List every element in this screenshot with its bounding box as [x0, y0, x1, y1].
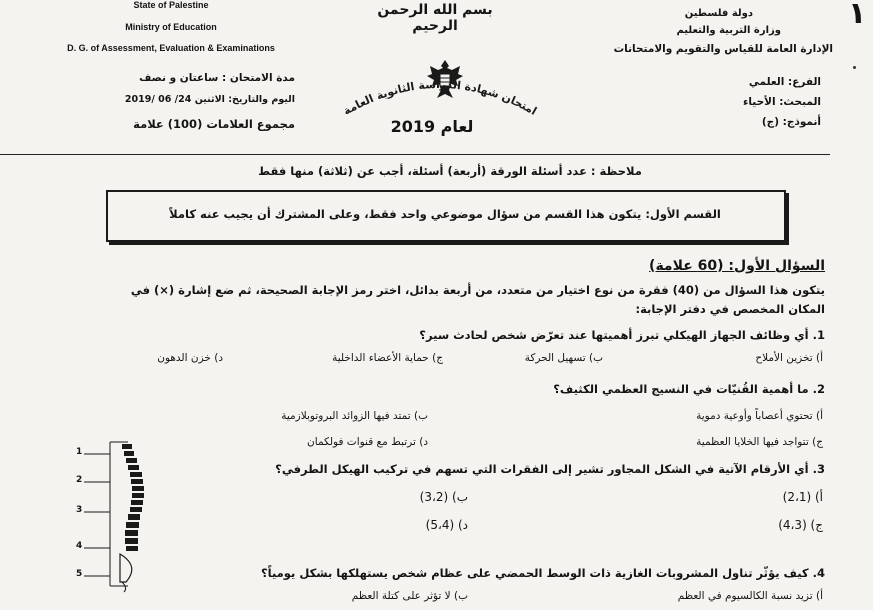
figure-label-2: 2	[76, 475, 83, 485]
item2-option-a: أ) تحتوي أعصاباً وأوعية دموية	[696, 410, 823, 422]
question-one-title: السؤال الأول: (60 علامة)	[649, 258, 825, 274]
margin-dot	[853, 66, 856, 69]
item3-option-c: ج) (4،3)	[778, 518, 823, 532]
model-label: أنموذج: (ج)	[761, 116, 821, 128]
item2-option-b: ب) تمتد فيها الزوائد البروتوبلازمية	[281, 410, 428, 422]
vertebral-column-figure	[70, 436, 170, 596]
item1-question: 1. أي وظائف الجهاز الهيكلي تبرز أهميتها عند تعرّض شخص لحادث سير؟	[419, 328, 825, 342]
header-ar-line1: دولة فلسطين	[684, 8, 753, 19]
note-line: ملاحظة : عدد أسئلة الورقة (أربعة) أسئلة، أجب عن (ثلاثة) منها فقط	[258, 164, 642, 178]
instructions-line2: المكان المخصص في دفتر الإجابة:	[635, 302, 825, 316]
exam-year: لعام 2019	[390, 117, 474, 136]
figure-label-1: 1	[76, 447, 83, 457]
item3-question: 3. أي الأرقام الآتية في الشكل المجاور تشير إلى الفقرات التي تسهم في تركيب الهيكل الطرفي؟	[275, 462, 825, 476]
duration-label: مدة الامتحان : ساعتان و نصف	[139, 72, 295, 84]
figure-label-4: 4	[76, 541, 83, 551]
section-one-text: القسم الأول: يتكون هذا القسم من سؤال موضوعي واحد فقط، وعلى المشترك أن يجيب عنه كاملاً	[169, 207, 721, 221]
exam-name-curved-text: امتحان شهادة الدراسة الثانوية العامة	[341, 77, 539, 118]
figure-label-5: 5	[76, 569, 83, 579]
header-ar-line3: الإدارة العامة للقياس والتقويم والامتحانات	[613, 43, 833, 55]
header-en-line3: D. G. of Assessment, Evaluation & Examinations	[67, 43, 275, 53]
instructions-line1: يتكون هذا السؤال من (40) فقرة من نوع اختيار من متعدد، من أربعة بدائل، اختر رمز الإجابة الصحيحة، ثم ضع إشارة (×) في	[130, 283, 825, 297]
item1-option-c: ج) حماية الأعضاء الداخلية	[332, 352, 443, 364]
item1-option-a: أ) تخزين الأملاح	[755, 352, 823, 364]
header-en-line2: Ministry of Education	[125, 22, 217, 32]
item3-option-a: أ) (2،1)	[782, 490, 823, 504]
total-marks-label: مجموع العلامات (100) علامة	[133, 117, 295, 131]
header-divider	[0, 154, 830, 155]
date-label: اليوم والتاريخ: الاثنين 24/ 06 /2019	[124, 94, 295, 105]
subject-label: المبحث: الأحياء	[743, 96, 821, 108]
header-en-line1: State of Palestine	[133, 0, 209, 10]
item4-option-b: ب) لا تؤثر على كتلة العظم	[351, 590, 468, 602]
spine-vertebrae	[122, 444, 144, 551]
item2-option-d: د) ترتبط مع قنوات فولكمان	[307, 436, 428, 448]
item1-option-b: ب) تسهيل الحركة	[524, 352, 603, 364]
item3-option-b: ب) (3،2)	[419, 490, 468, 504]
item1-option-d: د) خزن الدهون	[157, 352, 223, 364]
header-ar-line2: وزارة التربية والتعليم	[676, 25, 781, 36]
svg-text:امتحان شهادة الدراسة الثانوية	[341, 78, 539, 118]
item2-question: 2. ما أهمية القُنيّات في النسيج العظمي الكثيف؟	[553, 382, 825, 396]
item2-option-c: ج) تتواجد فيها الخلايا العظمية	[696, 436, 823, 448]
figure-label-3: 3	[76, 505, 83, 515]
branch-label: الفرع: العلمي	[748, 76, 821, 88]
page-number-mark: ١	[848, 0, 867, 31]
item3-option-d: د) (5،4)	[425, 518, 468, 532]
item4-question: 4. كيف يؤثّر تناول المشروبات الغازية ذات الوسط الحمضي على عظام شخص يستهلكها بشكل يومياً؟	[260, 566, 825, 580]
item4-option-a: أ) تزيد نسبة الكالسيوم في العظم	[677, 590, 823, 602]
basmala: بسم الله الرحمن الرحيم	[377, 2, 493, 34]
